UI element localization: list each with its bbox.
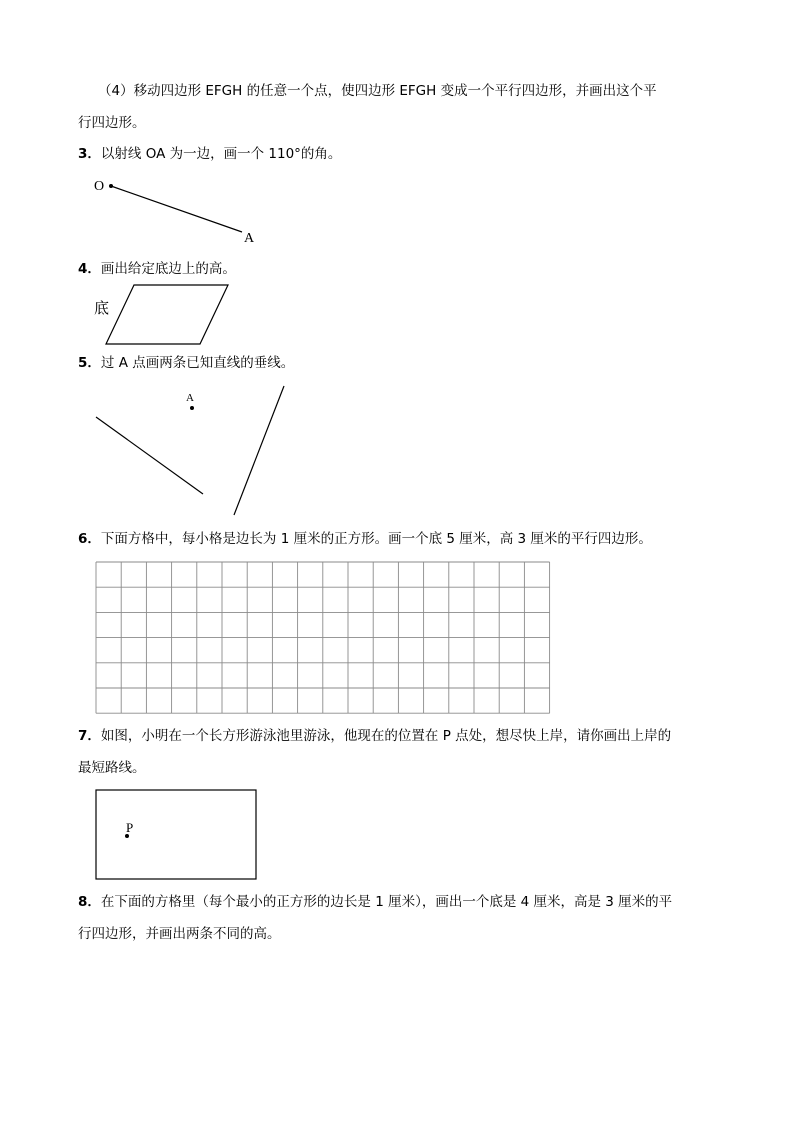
label-base: 底 <box>94 299 110 317</box>
q3-text: 以射线 OA 为一边，画一个 110°的角。 <box>100 146 342 162</box>
point-o <box>109 184 113 188</box>
parallelogram <box>106 285 228 344</box>
label-o: O <box>94 179 105 194</box>
q6-grid <box>96 562 550 713</box>
q7-text: 如图，小明在一个长方形游泳池里游泳，他现在的位置在 P 点处，想尽快上岸，请你画出上岸的 <box>100 728 672 744</box>
q7-pool-figure <box>96 790 256 879</box>
q8-number: 8． <box>78 894 101 910</box>
pool-rectangle <box>96 790 256 879</box>
q4-parallelogram-figure <box>94 285 228 344</box>
q8-text: 在下面的方格里（每个最小的正方形的边长是 1 厘米），画出一个底是 4 厘米，高是 3 厘米的平 <box>100 894 673 910</box>
q7-number: 7． <box>78 728 101 744</box>
q5-number: 5． <box>78 355 101 371</box>
q4-part-line2: 行四边形。 <box>78 115 146 131</box>
q4-text: 画出给定底边上的高。 <box>100 261 236 277</box>
q6-text: 下面方格中，每小格是边长为 1 厘米的正方形。画一个底 5 厘米，高 3 厘米的平行四边形。 <box>100 531 652 547</box>
label-a: A <box>244 231 255 246</box>
line-right <box>234 386 284 515</box>
q6-number: 6． <box>78 531 101 547</box>
q3-ray-figure <box>94 179 255 246</box>
q4-part-line1: （4）移动四边形 EFGH 的任意一个点，使四边形 EFGH 变成一个平行四边形，并画出这个平 <box>98 83 657 99</box>
q3-number: 3． <box>78 146 101 162</box>
q7-prompt-line2: 最短路线。 <box>78 760 146 776</box>
q8-prompt-line2: 行四边形，并画出两条不同的高。 <box>78 926 281 942</box>
q4-number: 4． <box>78 261 101 277</box>
line-left <box>96 417 203 494</box>
q5-lines-figure <box>96 386 284 515</box>
q5-text: 过 A 点画两条已知直线的垂线。 <box>100 355 295 371</box>
label-p: P <box>126 820 134 835</box>
label-a-q5: A <box>186 392 194 404</box>
ray-oa <box>111 186 242 232</box>
point-a <box>190 406 194 410</box>
